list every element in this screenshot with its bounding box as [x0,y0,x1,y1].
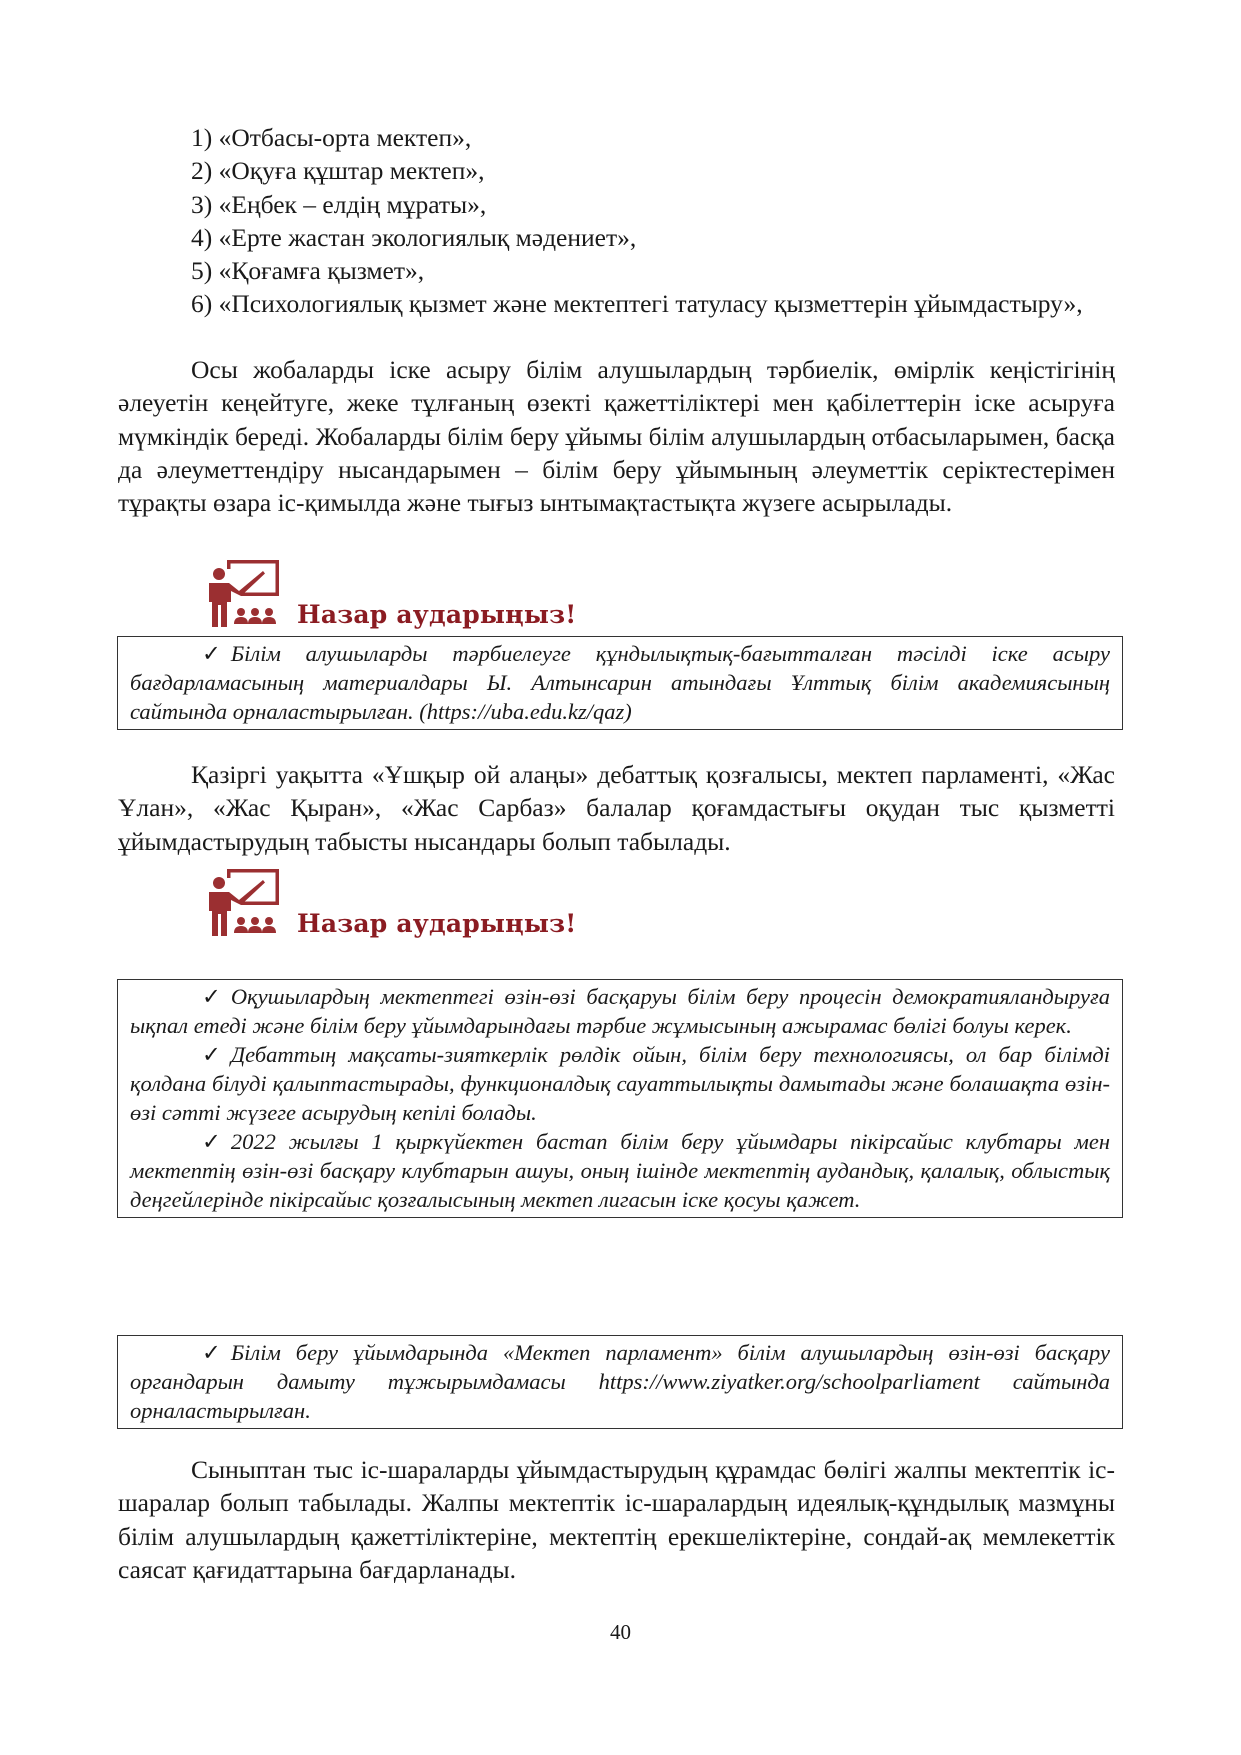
project-list [118,121,1115,321]
list-item: 4) «Ерте жастан экологиялық мәдениет», [191,222,637,252]
note-text: Білім беру ұйымдарында «Мектеп парламент» білім алушылардың өзін-өзі басқару органдарын дамыту тұжырымдамасы https://www.ziyatker.org/schoolparliament сайтында орналастырылған. [130,1340,1110,1423]
paragraph-school-events [118,1453,1115,1586]
list-item: 3) «Еңбек – елдің мұраты», [191,189,487,219]
paragraph-extracurricular [118,758,1115,858]
attention-title: Назар аударыңыз! [297,909,577,938]
checkmark-icon: ✓ [202,1340,221,1365]
note-item [130,639,1110,726]
note-text: Оқушылардың мектептегі өзін-өзі басқаруы білім беру процесін демократияландыруға ықпал етеді және білім беру ұйымдарындағы тәрбие жұмысының ажырамас бөлігі болуы керек. [130,984,1110,1038]
checkmark-icon: ✓ [202,984,221,1009]
paragraph-text: Осы жобаларды іске асыру білім алушылардың тәрбиелік, өмірлік кеңістігінің әлеуетін кеңейтуге, жеке тұлғаның өзекті қажеттіліктері мен қабілеттерін іске асыруға мүмкіндік береді. Жобаларды білім беру ұйымы білім алушылардың отбасыларымен, басқа да әлеуметтендіру нысандарымен – білім беру ұйымының әлеуметтік серіктестерімен тұрақты өзара іс-қимылда және тығыз ынтымақтастықта жүзеге асырылады. [118,355,1115,518]
list-item: 1) «Отбасы-орта мектеп», [191,123,472,152]
note-item [130,1338,1110,1425]
attention-header [205,557,605,629]
teacher-at-board-icon [205,866,285,938]
note-text: Дебаттың мақсаты-зияткерлік рөлдік ойын, білім беру технологиясы, ол бар білімді қолдана білуді қалыптастырады, функционалдық сауаттылықты дамытады және болашақта өзін-өзі сәтті жүзеге асырудың кепілі болады. [130,1042,1110,1125]
note-box-self-government [117,979,1123,1218]
checkmark-icon: ✓ [202,641,221,666]
list-item-text: 6) «Психологиялық қызмет және мектептегі татуласу қызметтерін ұйымдастыру», [191,289,1083,319]
attention-header [205,866,605,938]
note-item [130,1040,1110,1127]
page-number: 40 [610,1620,631,1644]
paragraph-text: Сыныптан тыс іс-шараларды ұйымдастырудың құрамдас бөлігі жалпы мектептік іс-шаралар болып табылады. Жалпы мектептік іс-шаралардың идеялық-құндылық мазмұны білім алушылардың қажеттіліктеріне, мектептің ерекшеліктеріне, сондай-ақ мемлекеттік саясат қағидаттарына бағдарланады. [118,1455,1115,1584]
paragraph-projects [118,353,1115,519]
note-item [130,982,1110,1040]
teacher-at-board-icon [205,557,285,629]
attention-title: Назар аударыңыз! [297,600,577,629]
checkmark-icon: ✓ [202,1042,221,1067]
list-item [118,287,1115,320]
paragraph-text: Қазіргі уақытта «Ұшқыр ой алаңы» дебаттық қозғалысы, мектеп парламенті, «Жас Ұлан», «Жас Қыран», «Жас Сарбаз» балалар қоғамдастығы оқудан тыс қызметті ұйымдастырудың табысты нысандары болып табылады. [118,760,1115,856]
checkmark-icon: ✓ [202,1129,221,1154]
list-item: 5) «Қоғамға қызмет», [191,256,425,286]
note-box-materials [117,636,1123,730]
list-item: 2) «Оқуға құштар мектеп», [191,156,485,186]
note-item [130,1127,1110,1214]
note-box-parliament [117,1335,1123,1429]
note-text: 2022 жылғы 1 қыркүйектен бастап білім беру ұйымдары пікірсайыс клубтары мен мектептің өзін-өзі басқару клубтарын ашуы, оның ішінде мектептің аудандық, қалалық, облыстық деңгейлерінде пікірсайыс қозғалысының мектеп лигасын іске қосуы қажет. [130,1129,1110,1212]
note-text: Білім алушыларды тәрбиелеуге құндылықтық-бағытталған тәсілді іске асыру бағдарламасының материалдары Ы. Алтынсарин атындағы Ұлттық білім академиясының сайтында орналастырылған. (https://uba.edu.kz/qaz) [130,641,1110,724]
